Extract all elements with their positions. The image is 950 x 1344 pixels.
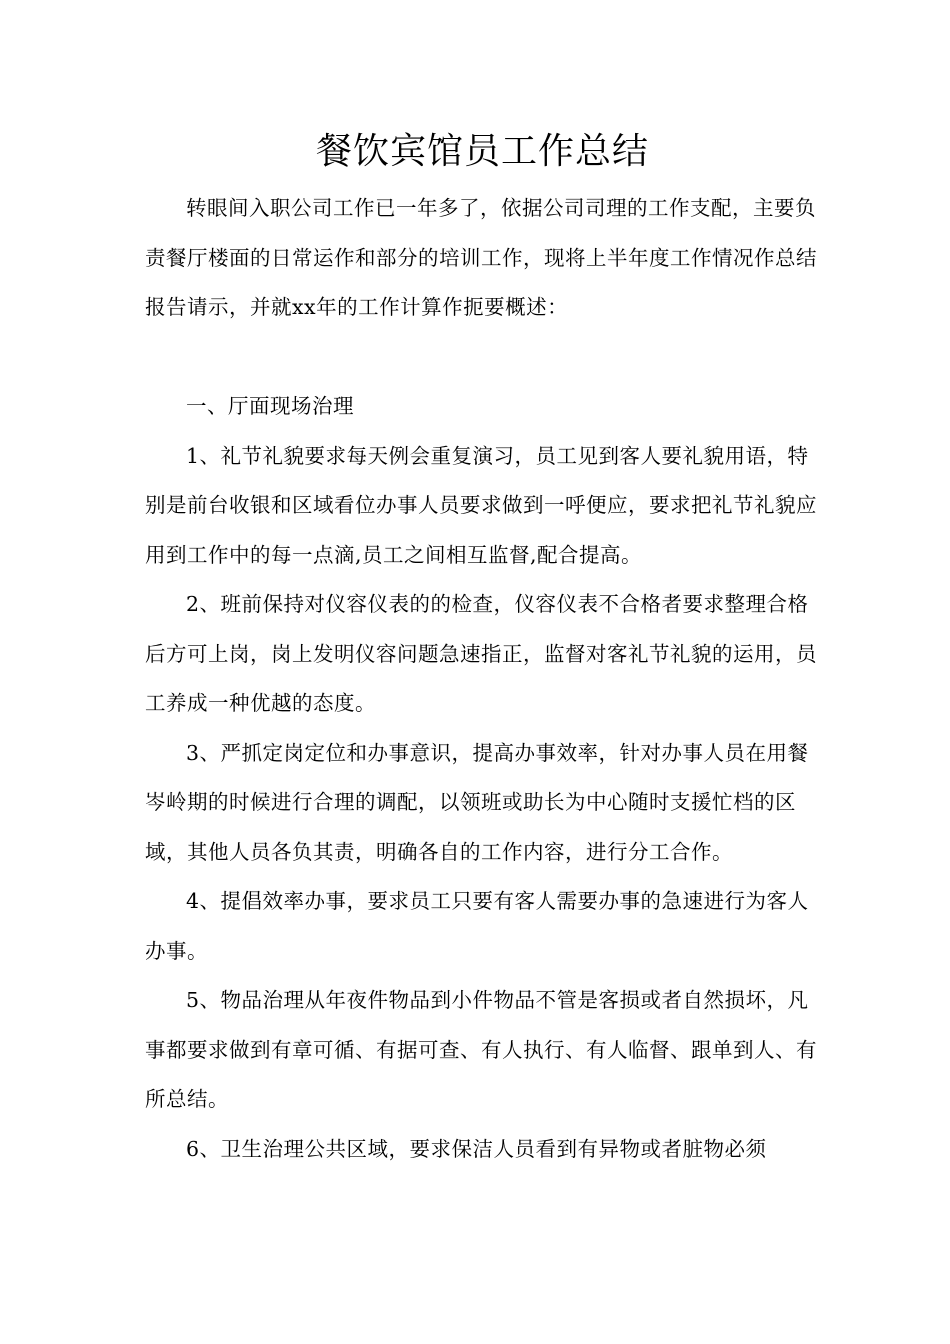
item-paragraph-3: 3、严抓定岗定位和办事意识，提高办事效率，针对办事人员在用餐岑岭期的时候进行合理的调配，以领班或助长为中心随时支援忙档的区域，其他人员各负其责，明确各自的工作内容，进行分工合作。: [145, 740, 809, 864]
section-heading: 一、厅面现场治理: [186, 394, 354, 418]
item-paragraph-1: 1、礼节礼貌要求每天例会重复演习，员工见到客人要礼貌用语，特别是前台收银和区域看位办事人员要求做到一呼便应，要求把礼节礼貌应用到工作中的每一点滴,员工之间相互监督,配合提高。: [145, 443, 817, 567]
item-paragraph-4: 4、提倡效率办事，要求员工只要有客人需要办事的急速进行为客人办事。: [145, 889, 809, 963]
blank-line: [145, 333, 820, 383]
document-title: 餐饮宾馆员工作总结: [315, 131, 649, 172]
intro-paragraph: 转眼间入职公司工作已一年多了，依据公司司理的工作支配，主要负责餐厅楼面的日常运作和部分的培训工作，现将上半年度工作情况作总结报告请示，并就xx年的工作计算作扼要概述：: [145, 196, 817, 319]
item-paragraph-2: 2、班前保持对仪容仪表的的检查，仪容仪表不合格者要求整理合格后方可上岗，岗上发明仪容问题急速指正，监督对客礼节礼貌的运用，员工养成一种优越的态度。: [145, 592, 817, 715]
item-paragraph-5: 5、物品治理从年夜件物品到小件物品不管是客损或者自然损坏，凡事都要求做到有章可循、有据可查、有人执行、有人临督、跟单到人、有所总结。: [145, 988, 817, 1111]
item-paragraph-6: 6、卫生治理公共区域，要求保洁人员看到有异物或者脏物必须: [186, 1136, 767, 1161]
